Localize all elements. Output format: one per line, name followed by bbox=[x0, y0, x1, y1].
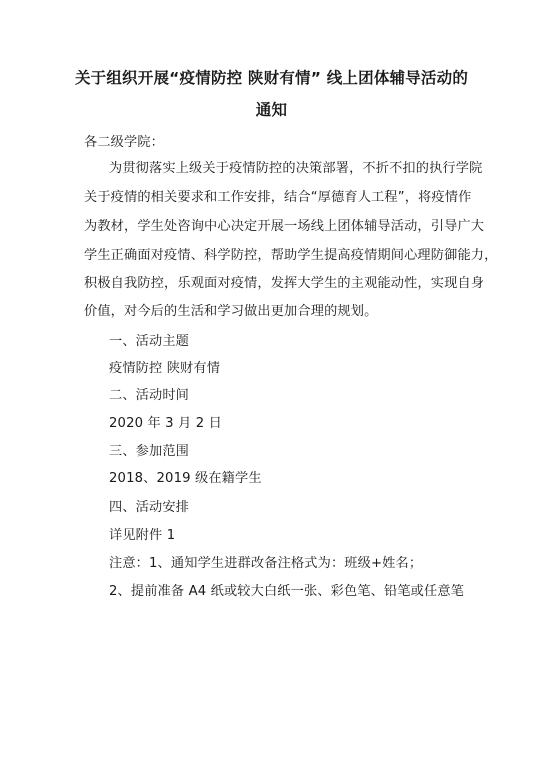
section-content-arrangement: 详见附件 1 bbox=[109, 528, 176, 543]
document-title-line-1: 关于组织开展“疫情防控 陕财有情” 线上团体辅导活动的 bbox=[74, 69, 469, 87]
intro-line: 关于疫情的相关要求和工作安排，结合“厚德育人工程”，将疫情作 bbox=[84, 190, 472, 205]
intro-line: 学生正确面对疫情、科学防控，帮助学生提高疫情期间心理防御能力， bbox=[84, 248, 498, 263]
intro-line: 价值，对今后的生活和学习做出更加合理的规划。 bbox=[84, 304, 378, 319]
intro-line: 为教材，学生处咨询中心决定开展一场线上团体辅导活动，引导广大 bbox=[84, 219, 485, 234]
note-line-1: 注意：1、通知学生进群改备注格式为：班级+姓名； bbox=[109, 556, 423, 571]
section-content-scope: 2018、2019 级在籍学生 bbox=[109, 471, 262, 486]
section-content-time: 2020 年 3 月 2 日 bbox=[109, 416, 222, 431]
intro-line: 为贯彻落实上级关于疫情防控的决策部署，不折不扣的执行学院 bbox=[109, 161, 483, 176]
section-content-theme: 疫情防控 陕财有情 bbox=[109, 361, 221, 376]
note-line-2: 2、提前准备 A4 纸或较大白纸一张、彩色笔、铅笔或任意笔 bbox=[109, 584, 465, 599]
section-heading-time: 二、活动时间 bbox=[109, 388, 190, 403]
section-heading-theme: 一、活动主题 bbox=[109, 334, 190, 349]
section-heading-arrangement: 四、活动安排 bbox=[109, 500, 190, 515]
salutation: 各二级学院： bbox=[84, 135, 165, 150]
section-heading-scope: 三、参加范围 bbox=[109, 444, 190, 459]
document-title-line-2: 通知 bbox=[255, 101, 288, 119]
intro-line: 积极自我防控，乐观面对疫情，发挥大学生的主观能动性，实现自身 bbox=[84, 276, 485, 291]
